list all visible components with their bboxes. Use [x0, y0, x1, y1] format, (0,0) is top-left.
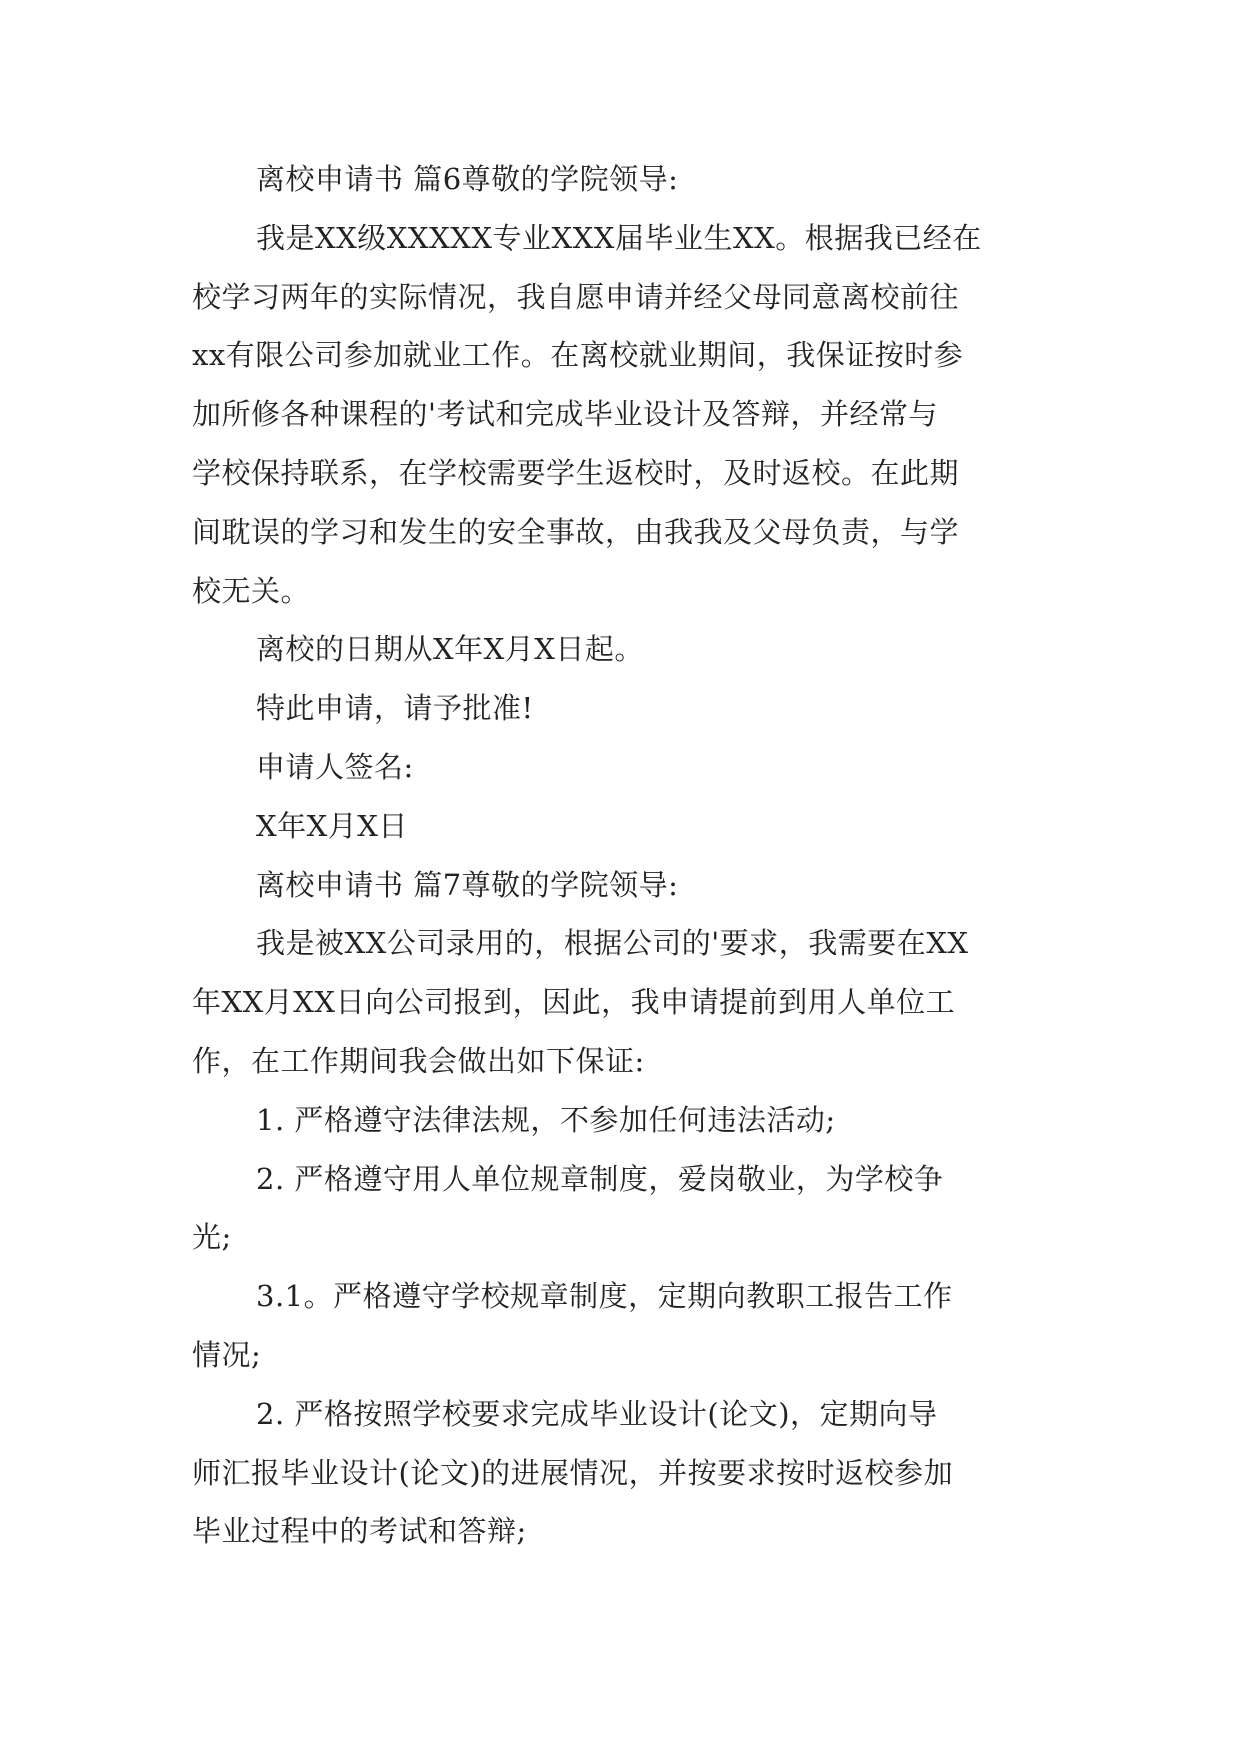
text-line: 2. 严格按照学校要求完成毕业设计(论文)，定期向导: [256, 1396, 938, 1431]
text-line: 离校申请书 篇6尊敬的学院领导:: [256, 162, 679, 196]
text-line: 特此申请，请予批准!: [256, 691, 534, 726]
text-line: 情况;: [192, 1337, 262, 1372]
text-line: 离校申请书 篇7尊敬的学院领导:: [256, 867, 679, 902]
text-line: 我是被XX公司录用的，根据公司的'要求，我需要在XX: [256, 926, 969, 961]
text-line: 间耽误的学习和发生的安全事故，由我我及父母负责，与学: [192, 514, 960, 549]
text-line: 校学习两年的实际情况，我自愿申请并经父母同意离校前往: [192, 279, 960, 314]
text-line: 我是XX级XXXXX专业XXX届毕业生XX。根据我已经在: [256, 220, 982, 255]
text-line: 加所修各种课程的'考试和完成毕业设计及答辩，并经常与: [192, 397, 938, 432]
text-line: X年X月X日: [256, 808, 408, 843]
text-line: 年XX月XX日向公司报到，因此，我申请提前到用人单位工: [192, 985, 956, 1020]
text-line: 光;: [192, 1220, 232, 1255]
text-line: 申请人签名:: [256, 749, 414, 784]
text-line: 师汇报毕业设计(论文)的进展情况，并按要求按时返校参加: [192, 1455, 954, 1490]
text-line: 2. 严格遵守用人单位规章制度，爱岗敬业，为学校争: [256, 1161, 944, 1196]
text-line: 1. 严格遵守法律法规，不参加任何违法活动;: [256, 1102, 836, 1137]
text-line: 学校保持联系，在学校需要学生返校时，及时返校。在此期: [192, 455, 960, 490]
text-line: xx有限公司参加就业工作。在离校就业期间，我保证按时参: [192, 338, 964, 373]
text-line: 3.1。严格遵守学校规章制度，定期向教职工报告工作: [256, 1279, 953, 1314]
text-line: 毕业过程中的考试和答辩;: [192, 1514, 527, 1549]
text-line: 校无关。: [192, 573, 311, 608]
document-body: [192, 150, 1050, 1561]
text-line: 离校的日期从X年X月X日起。: [256, 632, 644, 667]
text-line: 作，在工作期间我会做出如下保证:: [192, 1043, 645, 1078]
